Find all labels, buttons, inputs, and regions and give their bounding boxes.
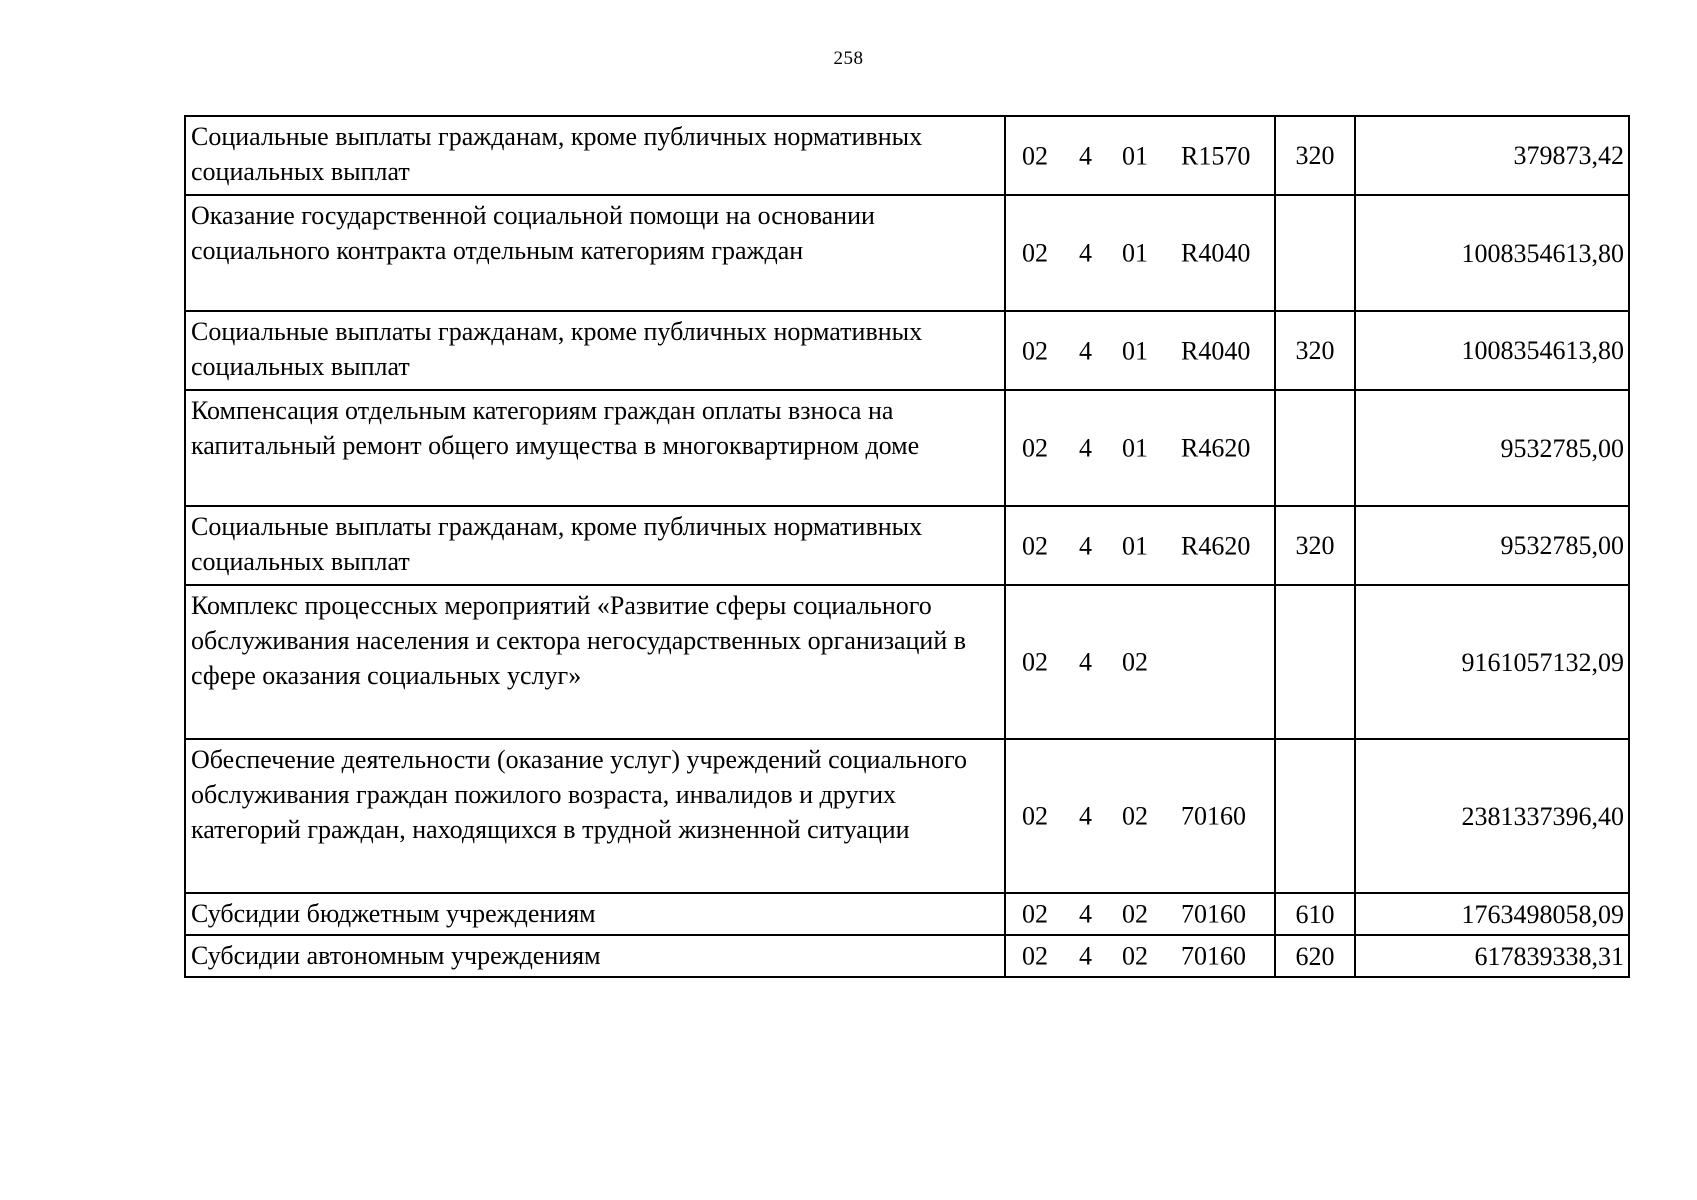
program-code-cell [1005,506,1275,585]
budget-table [184,115,1630,978]
code-gp: 02 [1022,801,1048,831]
code-om: 01 [1122,141,1148,170]
amount-cell: 1008354613,80 [1355,311,1629,390]
code-om: 01 [1122,238,1148,268]
amount-cell: 1008354613,80 [1355,195,1629,311]
code-om: 02 [1122,647,1148,677]
expense-type-cell: 610 [1275,893,1355,935]
code-gp: 02 [1022,647,1048,677]
code-gp: 02 [1022,433,1048,463]
code-gp: 02 [1022,941,1048,971]
table-row [185,390,1629,506]
row-description: Субсидии бюджетным учреждениям [185,893,1005,935]
amount-cell: 2381337396,40 [1355,739,1629,893]
row-description: Социальные выплаты гражданам, кроме публичных нормативных социальных выплат [185,311,1005,390]
program-code-cell [1005,195,1275,311]
code-gp: 02 [1022,899,1048,929]
row-description: Компенсация отдельным категориям граждан оплаты взноса на капитальный ремонт общего имущества в многоквартирном доме [185,390,1005,506]
expense-type-cell [1275,195,1355,311]
code-om: 01 [1122,531,1148,560]
code-direction: R4040 [1181,238,1251,268]
table-row [185,893,1629,935]
expense-type-cell: 320 [1275,311,1355,390]
code-om: 02 [1122,941,1148,971]
code-gp: 02 [1022,141,1048,170]
row-description: Субсидии автономным учреждениям [185,935,1005,977]
program-code-cell [1005,390,1275,506]
page-number: 258 [833,48,864,69]
code-pp: 4 [1079,433,1092,463]
expense-type-cell: 320 [1275,506,1355,585]
code-om: 02 [1122,801,1148,831]
program-code-cell [1005,116,1275,195]
code-gp: 02 [1022,238,1048,268]
code-gp: 02 [1022,336,1048,365]
code-direction: 70160 [1181,801,1246,831]
row-description: Обеспечение деятельности (оказание услуг) учреждений социального обслуживания граждан пожилого возраста, инвалидов и других категорий граждан, находящихся в трудной жизненной ситуации [185,739,1005,893]
amount-cell: 9532785,00 [1355,506,1629,585]
program-code-cell [1005,585,1275,739]
amount-cell: 9161057132,09 [1355,585,1629,739]
expense-type-cell [1275,739,1355,893]
table-row [185,116,1629,195]
table-row [185,506,1629,585]
code-pp: 4 [1079,801,1092,831]
expense-type-cell [1275,585,1355,739]
code-pp: 4 [1079,141,1092,170]
code-pp: 4 [1079,647,1092,677]
code-direction: R4620 [1181,433,1251,463]
code-pp: 4 [1079,531,1092,560]
row-description: Социальные выплаты гражданам, кроме публичных нормативных социальных выплат [185,116,1005,195]
table-row [185,739,1629,893]
code-pp: 4 [1079,899,1092,929]
row-description: Социальные выплаты гражданам, кроме публичных нормативных социальных выплат [185,506,1005,585]
code-direction: 70160 [1181,899,1246,929]
program-code-cell [1005,893,1275,935]
expense-type-cell: 320 [1275,116,1355,195]
code-direction: R4620 [1181,531,1251,560]
program-code-cell [1005,739,1275,893]
code-gp: 02 [1022,531,1048,560]
code-pp: 4 [1079,941,1092,971]
table-row [185,311,1629,390]
expense-type-cell: 620 [1275,935,1355,977]
amount-cell: 1763498058,09 [1355,893,1629,935]
table-row [185,935,1629,977]
amount-cell: 9532785,00 [1355,390,1629,506]
table-row [185,585,1629,739]
program-code-cell [1005,311,1275,390]
program-code-cell [1005,935,1275,977]
code-pp: 4 [1079,336,1092,365]
code-pp: 4 [1079,238,1092,268]
code-direction: 70160 [1181,941,1246,971]
code-om: 01 [1122,336,1148,365]
amount-cell: 617839338,31 [1355,935,1629,977]
expense-type-cell [1275,390,1355,506]
code-om: 02 [1122,899,1148,929]
code-direction: R1570 [1181,141,1251,170]
table-row [185,195,1629,311]
amount-cell: 379873,42 [1355,116,1629,195]
code-direction: R4040 [1181,336,1251,365]
row-description: Оказание государственной социальной помощи на основании социального контракта отдельным категориям граждан [185,195,1005,311]
code-om: 01 [1122,433,1148,463]
row-description: Комплекс процессных мероприятий «Развитие сферы социального обслуживания населения и сектора негосударственных организаций в сфере оказания социальных услуг» [185,585,1005,739]
